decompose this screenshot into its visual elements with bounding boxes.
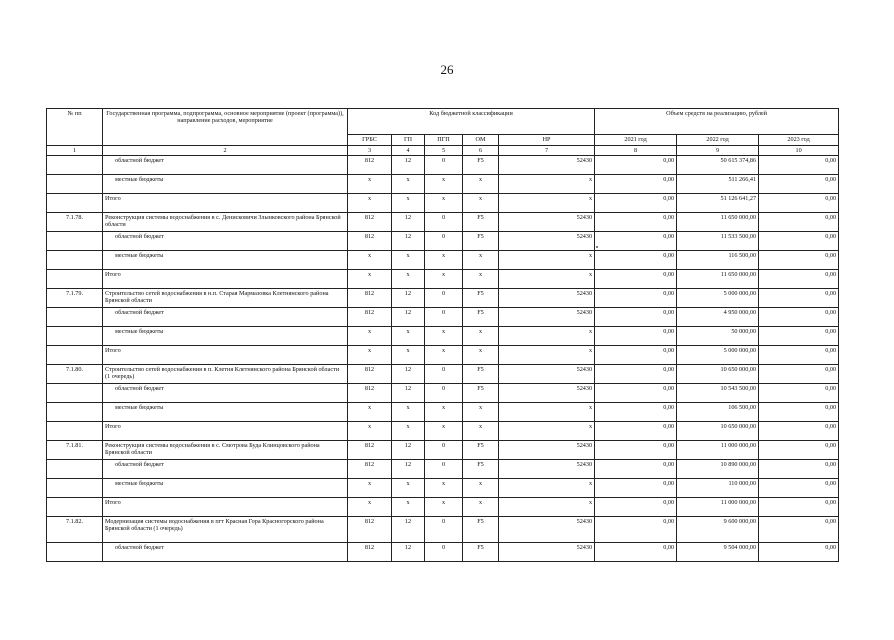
table-row [47,213,839,232]
cell-2021: 0,00 [595,251,677,270]
cell-grbs: 812 [348,517,392,543]
cell-grbs: х [348,346,392,365]
cell-name: областной бюджет [103,232,348,251]
header-nr: НР [499,135,595,146]
cell-2022: 511 266,41 [677,175,759,194]
cell-om: х [463,327,499,346]
cell-pgp: х [425,175,463,194]
cell-2021: 0,00 [595,422,677,441]
cell-grbs: 812 [348,232,392,251]
cell-no [47,543,103,562]
column-number: 4 [392,146,425,156]
cell-2021: 0,00 [595,403,677,422]
cell-pgp: 0 [425,289,463,308]
cell-name: Итого [103,346,348,365]
cell-2021: 0,00 [595,270,677,289]
table-row [47,270,839,289]
column-number: 1 [47,146,103,156]
cell-no [47,498,103,517]
cell-om: х [463,498,499,517]
cell-gp: 12 [392,232,425,251]
column-number-row [47,146,839,156]
cell-2021: 0,00 [595,543,677,562]
cell-no [47,232,103,251]
cell-om: F5 [463,156,499,175]
cell-grbs: х [348,422,392,441]
budget-table [46,108,839,562]
cell-2023: 0,00 [759,175,839,194]
cell-pgp: 0 [425,156,463,175]
cell-pgp: х [425,479,463,498]
cell-2023: 0,00 [759,232,839,251]
cell-gp: х [392,270,425,289]
cell-nr: х [499,498,595,517]
table-row [47,460,839,479]
cell-2023: 0,00 [759,422,839,441]
cell-name: Итого [103,498,348,517]
cell-grbs: х [348,479,392,498]
cell-nr: 52430 [499,156,595,175]
cell-2022: 9 600 000,00 [677,517,759,543]
header-2021: 2021 год [595,135,677,146]
cell-pgp: х [425,327,463,346]
table-row [47,384,839,403]
cell-om: х [463,479,499,498]
header-code-group: Код бюджетной классификации [348,109,595,135]
header-pgp: ПГП [425,135,463,146]
table-row [47,441,839,460]
cell-grbs: х [348,175,392,194]
cell-no [47,346,103,365]
table-row [47,156,839,175]
cell-grbs: 812 [348,308,392,327]
cell-2021: 0,00 [595,289,677,308]
cell-om: F5 [463,460,499,479]
cell-2023: 0,00 [759,498,839,517]
cell-nr: 52430 [499,213,595,232]
cell-pgp: 0 [425,232,463,251]
cell-name: областной бюджет [103,384,348,403]
cell-2023: 0,00 [759,365,839,384]
cell-no [47,460,103,479]
cell-pgp: х [425,346,463,365]
cell-2023: 0,00 [759,479,839,498]
cell-gp: х [392,403,425,422]
cell-2021: 0,00 [595,327,677,346]
cell-2023: 0,00 [759,346,839,365]
cell-nr: 52430 [499,365,595,384]
header-no: № пп [47,109,103,146]
cell-om: F5 [463,517,499,543]
cell-pgp: 0 [425,441,463,460]
column-number: 7 [499,146,595,156]
column-number: 9 [677,146,759,156]
header-grbs: ГРБС [348,135,392,146]
cell-2021: 0,00 [595,517,677,543]
table-row [47,308,839,327]
cell-nr: 52430 [499,543,595,562]
cell-nr: 52430 [499,384,595,403]
cell-grbs: х [348,270,392,289]
cell-om: х [463,422,499,441]
cell-no [47,156,103,175]
cell-grbs: х [348,251,392,270]
cell-pgp: 0 [425,213,463,232]
column-number: 6 [463,146,499,156]
cell-grbs: 812 [348,543,392,562]
cell-2023: 0,00 [759,327,839,346]
cell-nr: х [499,327,595,346]
cell-2021: 0,00 [595,460,677,479]
cell-no [47,403,103,422]
cell-2021: 0,00 [595,346,677,365]
cell-nr: 52430 [499,232,595,251]
header-om: ОМ [463,135,499,146]
cell-nr: х [499,194,595,213]
cell-om: F5 [463,232,499,251]
cell-grbs: 812 [348,441,392,460]
cell-no [47,175,103,194]
cell-name: областной бюджет [103,543,348,562]
cell-2022: 11 650 000,00 [677,213,759,232]
cell-gp: х [392,346,425,365]
cell-2022: 11 000 000,00 [677,498,759,517]
cell-no: 7.1.80. [47,365,103,384]
cell-no [47,327,103,346]
cell-2022: 50 615 374,86 [677,156,759,175]
column-number: 3 [348,146,392,156]
cell-2023: 0,00 [759,289,839,308]
cell-name: областной бюджет [103,460,348,479]
cell-grbs: х [348,194,392,213]
cell-om: х [463,346,499,365]
cell-nr: 52430 [499,517,595,543]
cell-2022: 10 543 500,00 [677,384,759,403]
cell-2021: 0,00 [595,213,677,232]
cell-2021: 0,00 [595,384,677,403]
column-number: 5 [425,146,463,156]
table-row [47,232,839,251]
cell-gp: 12 [392,308,425,327]
cell-2023: 0,00 [759,384,839,403]
cell-2021: 0,00 [595,175,677,194]
cell-2023: 0,00 [759,270,839,289]
cell-pgp: х [425,403,463,422]
cell-2022: 106 500,00 [677,403,759,422]
cell-no: 7.1.78. [47,213,103,232]
cell-grbs: 812 [348,460,392,479]
cell-name: Реконструкция системы водоснабжения в с. Смотрова Буда Клинцовского района Брянской области [103,441,348,460]
cell-2021: 0,00 [595,479,677,498]
cell-nr: 52430 [499,289,595,308]
cell-gp: х [392,327,425,346]
cell-2021: 0,00 [595,498,677,517]
cell-pgp: 0 [425,460,463,479]
cell-name: Итого [103,422,348,441]
cell-no [47,422,103,441]
cell-pgp: 0 [425,543,463,562]
cell-gp: 12 [392,384,425,403]
cell-2023: 0,00 [759,308,839,327]
cell-pgp: х [425,194,463,213]
cell-2023: 0,00 [759,517,839,543]
cell-pgp: 0 [425,517,463,543]
cell-name: местные бюджеты [103,175,348,194]
table-row [47,403,839,422]
cell-pgp: х [425,270,463,289]
header-2023: 2023 год [759,135,839,146]
header-name: Государственная программа, подпрограмма, основное мероприятие (проект (программа)), направление расходов, мероприятие [103,109,348,146]
table-row [47,194,839,213]
table-row [47,517,839,543]
cell-name: областной бюджет [103,156,348,175]
cell-name: местные бюджеты [103,251,348,270]
cell-grbs: 812 [348,365,392,384]
cell-grbs: х [348,498,392,517]
cell-gp: 12 [392,460,425,479]
cell-om: F5 [463,365,499,384]
column-number: 10 [759,146,839,156]
cell-name: Итого [103,194,348,213]
cell-no: 7.1.79. [47,289,103,308]
cell-2021: 0,00 [595,365,677,384]
cell-name: Строительство сетей водоснабжения в п. Клетня Клетнянского района Брянской области (1 очередь) [103,365,348,384]
cell-pgp: 0 [425,384,463,403]
cell-2022: 50 000,00 [677,327,759,346]
table-row [47,289,839,308]
cell-name: Строительство сетей водоснабжения в н.п. Старая Мармазовка Клетнянского района Брянской области [103,289,348,308]
column-number: 8 [595,146,677,156]
cell-om: х [463,270,499,289]
cell-2023: 0,00 [759,543,839,562]
table-row [47,479,839,498]
cell-om: х [463,251,499,270]
cell-gp: х [392,498,425,517]
cell-2023: 0,00 [759,251,839,270]
cell-2023: 0,00 [759,441,839,460]
cell-gp: х [392,251,425,270]
cell-2021: 0,00 [595,308,677,327]
cell-gp: 12 [392,289,425,308]
cell-name: местные бюджеты [103,403,348,422]
cell-gp: 12 [392,543,425,562]
cell-name: Итого [103,270,348,289]
cell-grbs: х [348,327,392,346]
cell-nr: х [499,175,595,194]
cell-grbs: 812 [348,213,392,232]
cell-gp: 12 [392,365,425,384]
cell-2022: 4 950 000,00 [677,308,759,327]
cell-no: 7.1.82. [47,517,103,543]
cell-om: F5 [463,213,499,232]
cell-gp: х [392,175,425,194]
cell-2021: 0,00 [595,441,677,460]
header-gp: ГП [392,135,425,146]
scan-mark [596,246,598,248]
cell-2022: 110 000,00 [677,479,759,498]
cell-2022: 10 890 000,00 [677,460,759,479]
table-row [47,543,839,562]
cell-pgp: х [425,422,463,441]
cell-pgp: х [425,251,463,270]
cell-nr: х [499,479,595,498]
cell-gp: х [392,479,425,498]
cell-2022: 10 650 000,00 [677,365,759,384]
cell-pgp: х [425,498,463,517]
cell-name: Модернизация системы водоснабжения в пгт Красная Гора Красногорского района Брянской области (1 очередь) [103,517,348,543]
cell-nr: х [499,422,595,441]
table-row [47,498,839,517]
cell-nr: х [499,251,595,270]
cell-2021: 0,00 [595,194,677,213]
cell-no [47,194,103,213]
cell-2023: 0,00 [759,194,839,213]
cell-no [47,308,103,327]
cell-no [47,270,103,289]
cell-om: х [463,175,499,194]
cell-nr: х [499,403,595,422]
cell-gp: х [392,422,425,441]
cell-2023: 0,00 [759,403,839,422]
cell-2021: 0,00 [595,232,677,251]
cell-gp: 12 [392,441,425,460]
table-body [47,156,839,562]
table-row [47,175,839,194]
cell-2021: 0,00 [595,156,677,175]
cell-2022: 11 000 000,00 [677,441,759,460]
cell-no: 7.1.81. [47,441,103,460]
cell-gp: 12 [392,156,425,175]
cell-2022: 9 504 000,00 [677,543,759,562]
table-row [47,327,839,346]
cell-grbs: 812 [348,156,392,175]
cell-2022: 11 533 500,00 [677,232,759,251]
table-row [47,346,839,365]
header-row [47,109,839,135]
cell-om: F5 [463,308,499,327]
cell-pgp: 0 [425,365,463,384]
cell-gp: х [392,194,425,213]
table-row [47,251,839,270]
cell-gp: 12 [392,213,425,232]
cell-name: областной бюджет [103,308,348,327]
cell-om: х [463,403,499,422]
cell-2022: 5 000 000,00 [677,346,759,365]
cell-nr: х [499,346,595,365]
cell-om: F5 [463,384,499,403]
table-row [47,365,839,384]
cell-grbs: 812 [348,384,392,403]
table-row [47,422,839,441]
cell-om: F5 [463,441,499,460]
cell-no [47,251,103,270]
cell-2023: 0,00 [759,460,839,479]
cell-nr: 52430 [499,460,595,479]
cell-nr: 52430 [499,441,595,460]
cell-2022: 5 000 000,00 [677,289,759,308]
cell-grbs: 812 [348,289,392,308]
cell-no [47,479,103,498]
cell-pgp: 0 [425,308,463,327]
cell-2023: 0,00 [759,156,839,175]
cell-gp: 12 [392,517,425,543]
cell-2022: 11 650 000,00 [677,270,759,289]
header-2022: 2022 год [677,135,759,146]
cell-om: х [463,194,499,213]
cell-name: местные бюджеты [103,479,348,498]
cell-name: местные бюджеты [103,327,348,346]
cell-grbs: х [348,403,392,422]
cell-2022: 116 500,00 [677,251,759,270]
cell-2022: 10 650 000,00 [677,422,759,441]
cell-name: Реконструкция системы водоснабжения в с. Денисковичи Злынковского района Брянской области [103,213,348,232]
cell-nr: х [499,270,595,289]
column-number: 2 [103,146,348,156]
page-number: 26 [440,62,454,77]
cell-om: F5 [463,543,499,562]
cell-2022: 51 126 641,27 [677,194,759,213]
header-volume-group: Объем средств на реализацию, рублей [595,109,839,135]
cell-no [47,384,103,403]
cell-nr: 52430 [499,308,595,327]
cell-2023: 0,00 [759,213,839,232]
cell-om: F5 [463,289,499,308]
